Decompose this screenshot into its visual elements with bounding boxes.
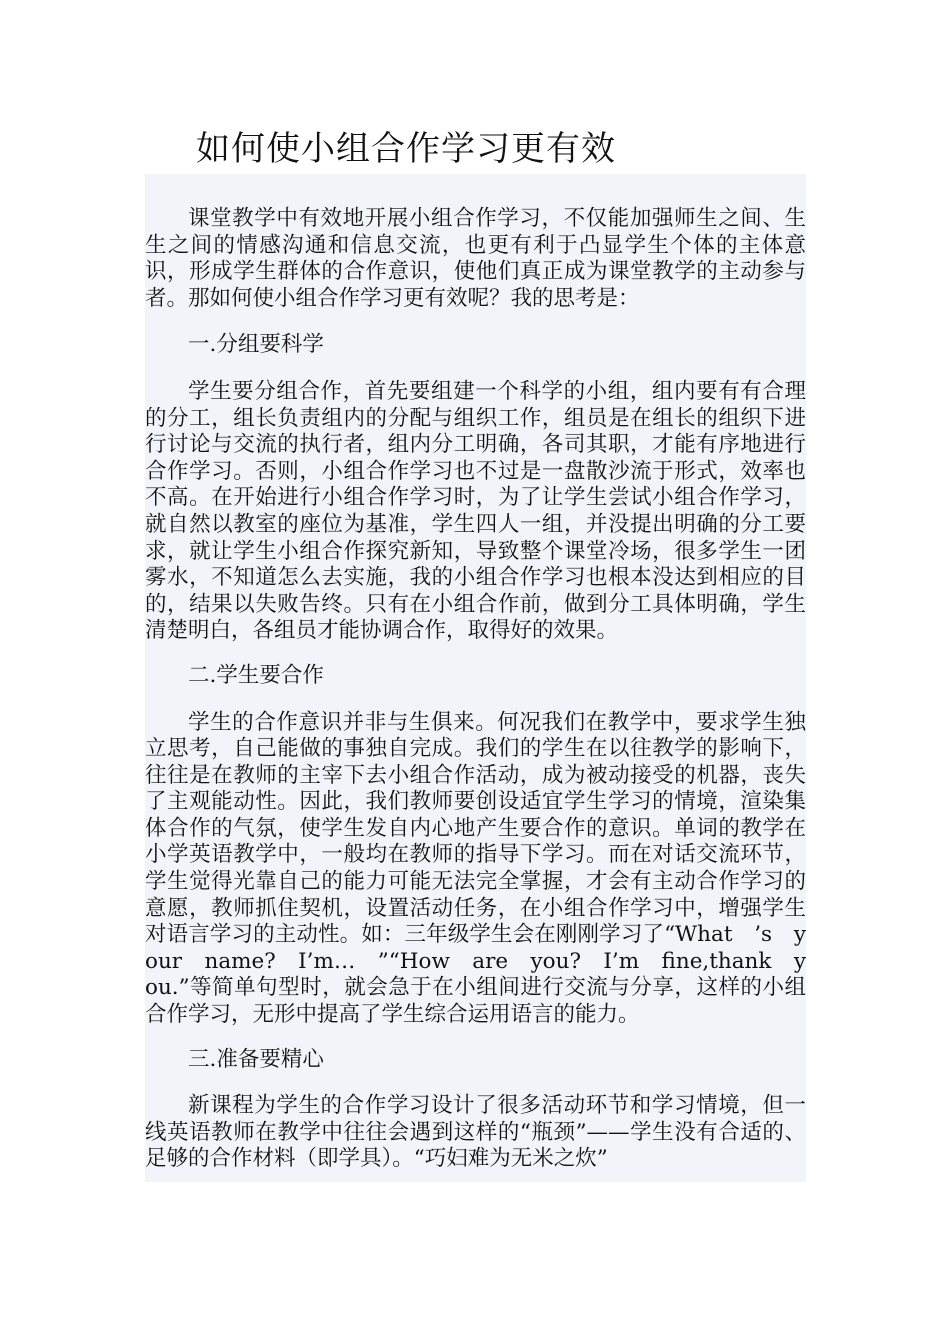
- section-body-3: 新课程为学生的合作学习设计了很多活动环节和学习情境，但一线英语教师在教学中往往会遇到这样的“瓶颈”——学生没有合适的、足够的合作材料（即学具）。“巧妇难为无米之炊”: [145, 1093, 806, 1172]
- intro-paragraph: 课堂教学中有效地开展小组合作学习，不仅能加强师生之间、生生之间的情感沟通和信息交流，也更有利于凸显学生个体的主体意识，形成学生群体的合作意识，使他们真正成为课堂教学的主动参与者。那如何使小组合作学习更有效呢？我的思考是：: [145, 206, 806, 311]
- document-body: [145, 174, 806, 1182]
- section-heading-1: 一.分组要科学: [188, 332, 324, 358]
- section-heading-3: 三.准备要精心: [188, 1046, 324, 1072]
- section-body-2: 学生的合作意识并非与生俱来。何况我们在教学中，要求学生独立思考，自己能做的事独自完成。我们的学生在以往教学的影响下，往往是在教师的主宰下去小组合作活动，成为被动接受的机器，丧失了主观能动性。因此，我们教师要创设适宜学生学习的情境，渲染集体合作的气氛，使学生发自内心地产生要合作的意识。单词的教学在小学英语教学中，一般均在教师的指导下学习。而在对话交流环节，学生觉得光靠自己的能力可能无法完全掌握，才会有主动合作学习的意愿，教师抓住契机，设置活动任务，在小组合作学习中，增强学生对语言学习的主动性。如：三年级学生会在刚刚学习了“What ’s your name? I’m… ”“How are you? I’m fine,thank you.”等简单句型时，就会急于在小组间进行交流与分享，这样的小组合作学习，无形中提高了学生综合运用语言的能力。: [145, 709, 806, 1028]
- section-heading-2: 二.学生要合作: [188, 662, 324, 688]
- document-title: 如何使小组合作学习更有效: [196, 129, 616, 169]
- section-body-1: 学生要分组合作，首先要组建一个科学的小组，组内要有有合理的分工，组长负责组内的分配与组织工作，组员是在组长的组织下进行讨论与交流的执行者，组内分工明确，各司其职，才能有序地进行合作学习。否则，小组合作学习也不过是一盘散沙流于形式，效率也不高。在开始进行小组合作学习时，为了让学生尝试小组合作学习，就自然以教室的座位为基准，学生四人一组，并没提出明确的分工要求，就让学生小组合作探究新知，导致整个课堂冷场，很多学生一团雾水，不知道怎么去实施，我的小组合作学习也根本没达到相应的目的，结果以失败告终。只有在小组合作前，做到分工具体明确，学生清楚明白，各组员才能协调合作，取得好的效果。: [145, 378, 806, 644]
